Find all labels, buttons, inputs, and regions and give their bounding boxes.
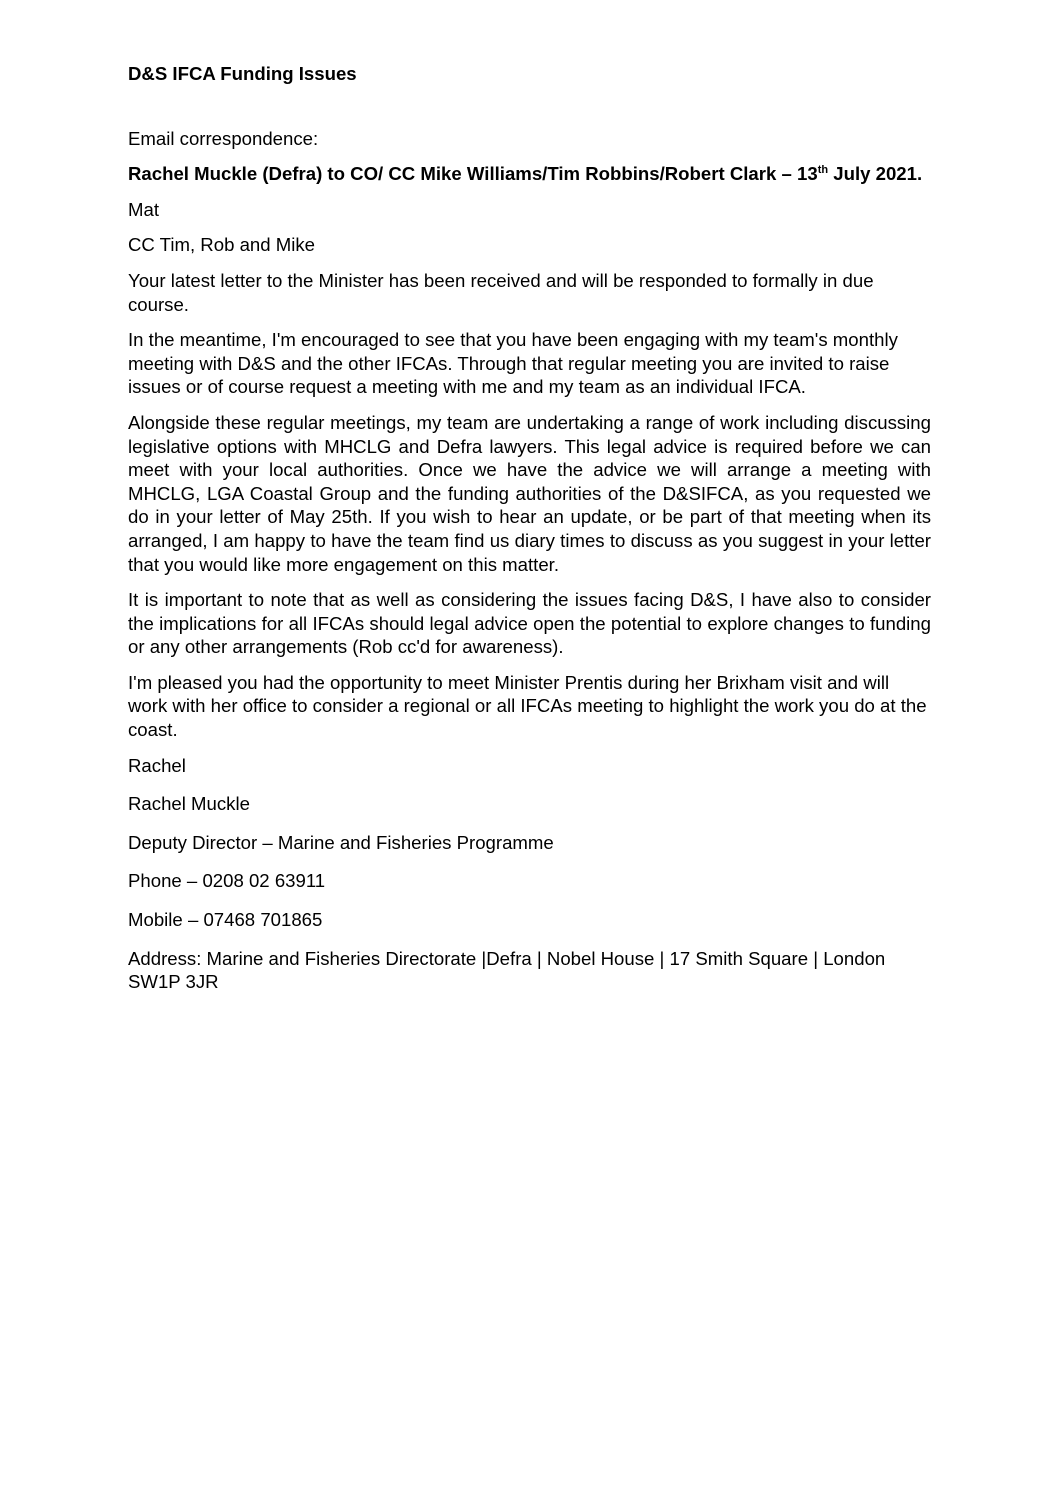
body-paragraph: It is important to note that as well as considering the issues facing D&S, I have also to consider the implications for all IFCAs should legal advice open the potential to explore changes to funding or any other arrangements (Rob cc'd for awareness). xyxy=(128,589,931,658)
signature-name: Rachel Muckle xyxy=(128,793,250,815)
signature-address: Address: Marine and Fisheries Directorate |Defra | Nobel House | 17 Smith Square | London SW1P 3JR xyxy=(128,947,886,993)
intro-line: Email correspondence: xyxy=(128,127,319,149)
signoff: Rachel xyxy=(128,754,186,776)
body-paragraph: In the meantime, I'm encouraged to see that you have been engaging with my team's monthly meeting with D&S and the other IFCAs. Through that regular meeting you are invited to raise issues or of course request a meeting with me and my team as an individual IFCA. xyxy=(128,329,898,398)
body-paragraph: Your latest letter to the Minister has been received and will be responded to formally in due course. xyxy=(128,269,874,315)
email-subject xyxy=(128,162,931,186)
email-subject-text-end: July 2021. xyxy=(828,163,923,185)
date-ordinal-suffix: th xyxy=(817,164,829,176)
document-body xyxy=(128,62,931,1009)
salutation: Mat xyxy=(128,198,159,220)
body-paragraph: Alongside these regular meetings, my team are undertaking a range of work including discussing legislative options with MHCLG and Defra lawyers. This legal advice is required before we can meet with your local authorities. Once we have the advice we will arrange a meeting with MHCLG, LGA Coastal Group and the funding authorities of the D&SIFCA, as you requested we do in your letter of May 25th. If you wish to hear an update, or be part of that meeting when its arranged, I am happy to have the team find us diary times to discuss as you suggest in your letter that you would like more engagement on this matter. xyxy=(128,411,931,575)
signature-mobile: Mobile – 07468 701865 xyxy=(128,909,323,931)
email-subject-text: Rachel Muckle (Defra) to CO/ CC Mike Williams/Tim Robbins/Robert Clark – 13 xyxy=(128,163,818,185)
body-paragraph: I'm pleased you had the opportunity to meet Minister Prentis during her Brixham visit and will work with her office to consider a regional or all IFCAs meeting to highlight the work you do at the coast. xyxy=(128,671,927,741)
signature-role: Deputy Director – Marine and Fisheries Programme xyxy=(128,831,554,853)
signature-phone: Phone – 0208 02 63911 xyxy=(128,870,326,892)
document-title: D&S IFCA Funding Issues xyxy=(128,63,357,84)
cc-line: CC Tim, Rob and Mike xyxy=(128,234,316,256)
